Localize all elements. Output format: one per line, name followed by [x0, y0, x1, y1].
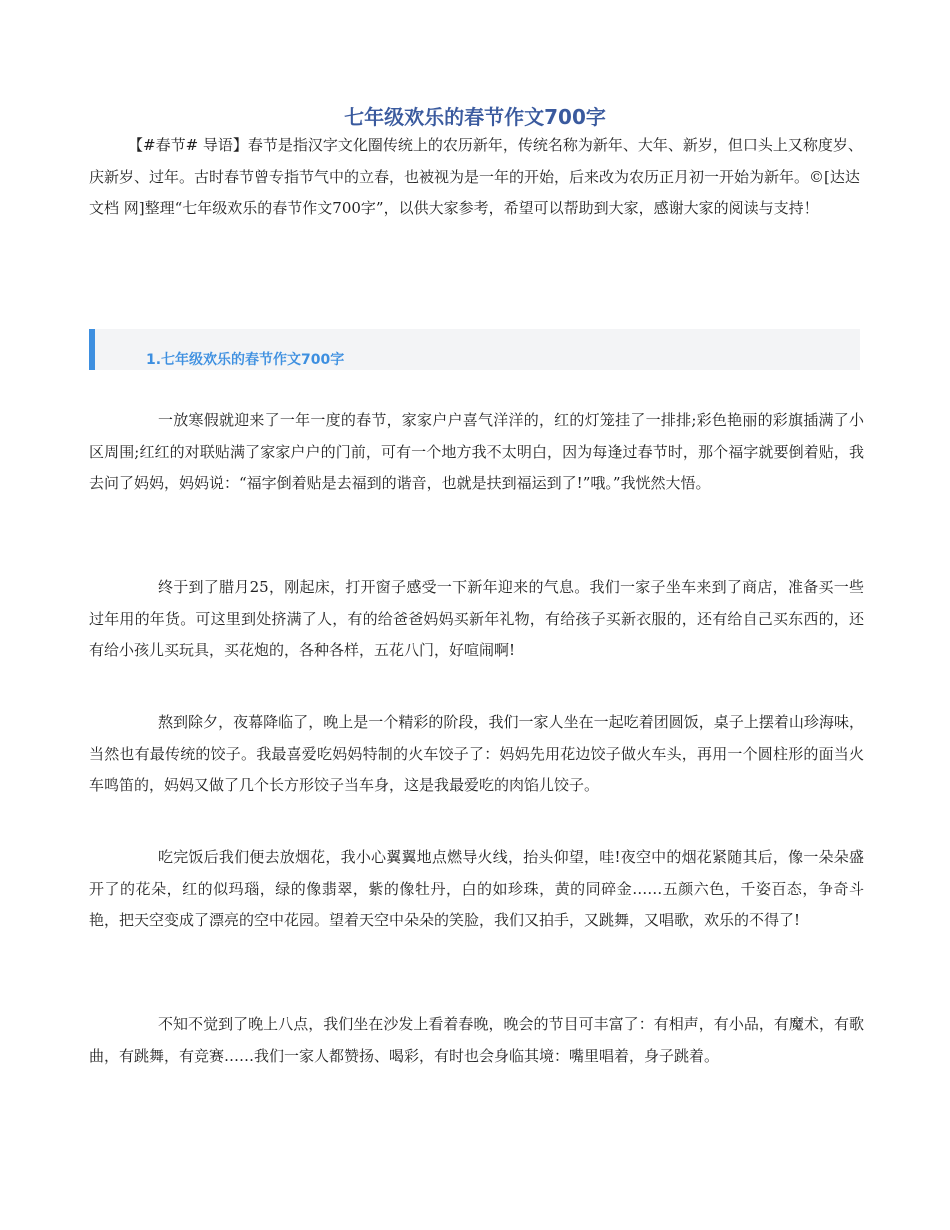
section-title: 1.七年级欢乐的春节作文700字 — [146, 352, 345, 368]
page-title: 七年级欢乐的春节作文700字 — [344, 105, 606, 129]
body-paragraph: 一放寒假就迎来了一年一度的春节，家家户户喜气洋洋的，红的灯笼挂了一排排;彩色艳丽的彩旗插满了小区周围;红红的对联贴满了家家户户的门前，可有一个地方我不太明白，因为每逢过春节时，那个福字就要倒着贴，我去问了妈妈，妈妈说：“福字倒着贴是去福到的谐音，也就是扶到福运到了!”哦。”我恍然大悟。 — [89, 411, 864, 492]
body-paragraph: 熬到除夕，夜幕降临了，晚上是一个精彩的阶段，我们一家人坐在一起吃着团圆饭，桌子上摆着山珍海味，当然也有最传统的饺子。我最喜爱吃妈妈特制的火车饺子了：妈妈先用花边饺子做火车头，再用一个圆柱形的面当火车鸣笛的，妈妈又做了几个长方形饺子当车身，这是我最爱吃的肉馅儿饺子。 — [89, 713, 864, 794]
intro-paragraph: 【#春节# 导语】春节是指汉字文化圈传统上的农历新年，传统名称为新年、大年、新岁，但口头上又称度岁、庆新岁、过年。古时春节曾专指节气中的立春，也被视为是一年的开始，后来改为农历正月初一开始为新年。©[达达文档 网]整理“七年级欢乐的春节作文700字”，以供大家参考，希望可以帮助到大家，感谢大家的阅读与支持！ — [89, 136, 863, 217]
body-paragraph: 不知不觉到了晚上八点，我们坐在沙发上看着春晚，晚会的节目可丰富了：有相声，有小品，有魔术，有歌曲，有跳舞，有竞赛……我们一家人都赞扬、喝彩，有时也会身临其境：嘴里唱着，身子跳着。 — [89, 1015, 864, 1065]
section-header — [89, 329, 860, 370]
body-paragraph: 吃完饭后我们便去放烟花，我小心翼翼地点燃导火线，抬头仰望，哇!夜空中的烟花紧随其后，像一朵朵盛开了的花朵，红的似玛瑙，绿的像翡翠，紫的像牡丹，白的如珍珠，黄的同碎金……五颜六色，千姿百态，争奇斗艳，把天空变成了漂亮的空中花园。望着天空中朵朵的笑脸，我们又拍手，又跳舞，又唱歌，欢乐的不得了! — [89, 848, 864, 929]
body-paragraph: 终于到了腊月25，刚起床，打开窗子感受一下新年迎来的气息。我们一家子坐车来到了商店，准备买一些过年用的年货。可这里到处挤满了人，有的给爸爸妈妈买新年礼物，有给孩子买新衣服的，还有给自己买东西的，还有给小孩儿买玩具，买花炮的，各种各样，五花八门，好喧闹啊! — [89, 578, 864, 659]
